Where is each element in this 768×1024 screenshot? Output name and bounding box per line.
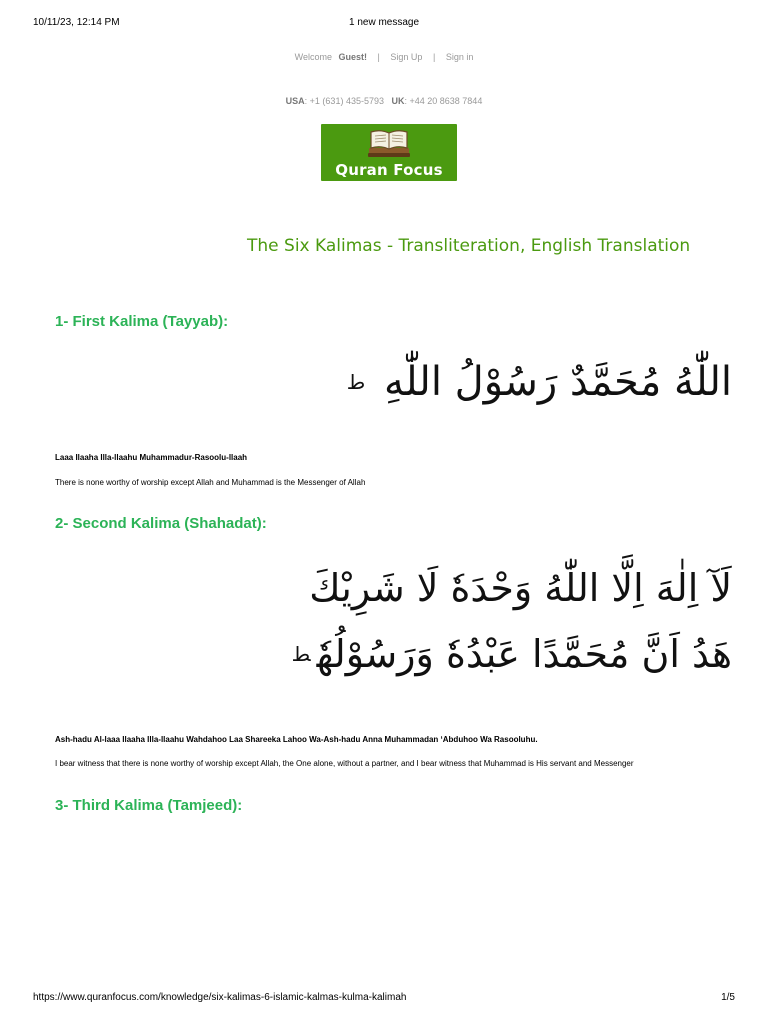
contact-phones [0, 96, 768, 106]
kalima-2-arabic [292, 555, 732, 687]
sign-in-link[interactable]: Sign in [445, 52, 474, 62]
kalima-1-arabic [347, 350, 732, 414]
usa-number: : +1 (631) 435-5793 [304, 96, 384, 106]
site-logo[interactable] [321, 124, 457, 181]
page-url: https://www.quranfocus.com/knowledge/six-kalimas-6-islamic-kalmas-kulma-kalimah [33, 992, 407, 1003]
nav-separator: | [377, 52, 380, 62]
usa-label: USA [285, 96, 305, 106]
uk-label: UK [391, 96, 405, 106]
kalima-2-arabic-line: هَدُ اَنَّ مُحَمَّدًا عَبْدُهٗ وَرَسُوْلُهٗ$^ط$ [291, 632, 732, 676]
logo-text: Quran Focus [335, 161, 443, 179]
kalima-2-translation: I bear witness that there is none worthy of worship except Allah, the One alone, without a partner, and I bear witness that Muhammad is His servant and Messenger [55, 759, 634, 768]
guest-name: Guest! [338, 52, 368, 62]
kalima-2-arabic-line: لَآ اِلٰهَ اِلَّا اللّٰهُ وَحْدَهٗ لَا شَرِيْكَ [309, 566, 732, 610]
print-header [33, 17, 735, 31]
waqf-mark: ط [346, 370, 366, 394]
uk-number: : +44 20 8638 7844 [404, 96, 483, 106]
print-title: 1 new message [348, 17, 420, 28]
kalima-2-heading: 2- Second Kalima (Shahadat): [55, 515, 267, 532]
waqf-mark: ط [291, 642, 311, 666]
kalima-1-translation: There is none worthy of worship except Allah and Muhammad is the Messenger of Allah [55, 478, 366, 487]
kalima-1-transliteration: Laaa Ilaaha Illa-llaahu Muhammadur-Rasoolu-llaah [55, 453, 248, 462]
book-icon [366, 126, 412, 160]
print-date: 10/11/23, 12:14 PM [33, 17, 120, 28]
kalima-2-transliteration: Ash-hadu Al-laaa Ilaaha Illa-llaahu Wahdahoo Laa Shareeka Lahoo Wa-Ash-hadu Anna Muhammadan ‘Abduhoo Wa Rasooluhu. [55, 735, 538, 744]
print-footer [33, 992, 735, 1006]
page-title: The Six Kalimas - Transliteration, English Translation [247, 236, 691, 256]
kalima-3-heading: 3- Third Kalima (Tamjeed): [55, 797, 243, 814]
kalima-1-heading: 1- First Kalima (Tayyab): [55, 313, 229, 330]
kalima-1-arabic-line: اللّٰهُ مُحَمَّدٌ رَسُوْلُ اللّٰهِ [383, 359, 732, 405]
sign-up-link[interactable]: Sign Up [390, 52, 423, 62]
top-nav [0, 52, 768, 62]
welcome-text: Welcome [294, 52, 332, 62]
nav-separator: | [432, 52, 436, 62]
page-number: 1/5 [721, 992, 735, 1003]
